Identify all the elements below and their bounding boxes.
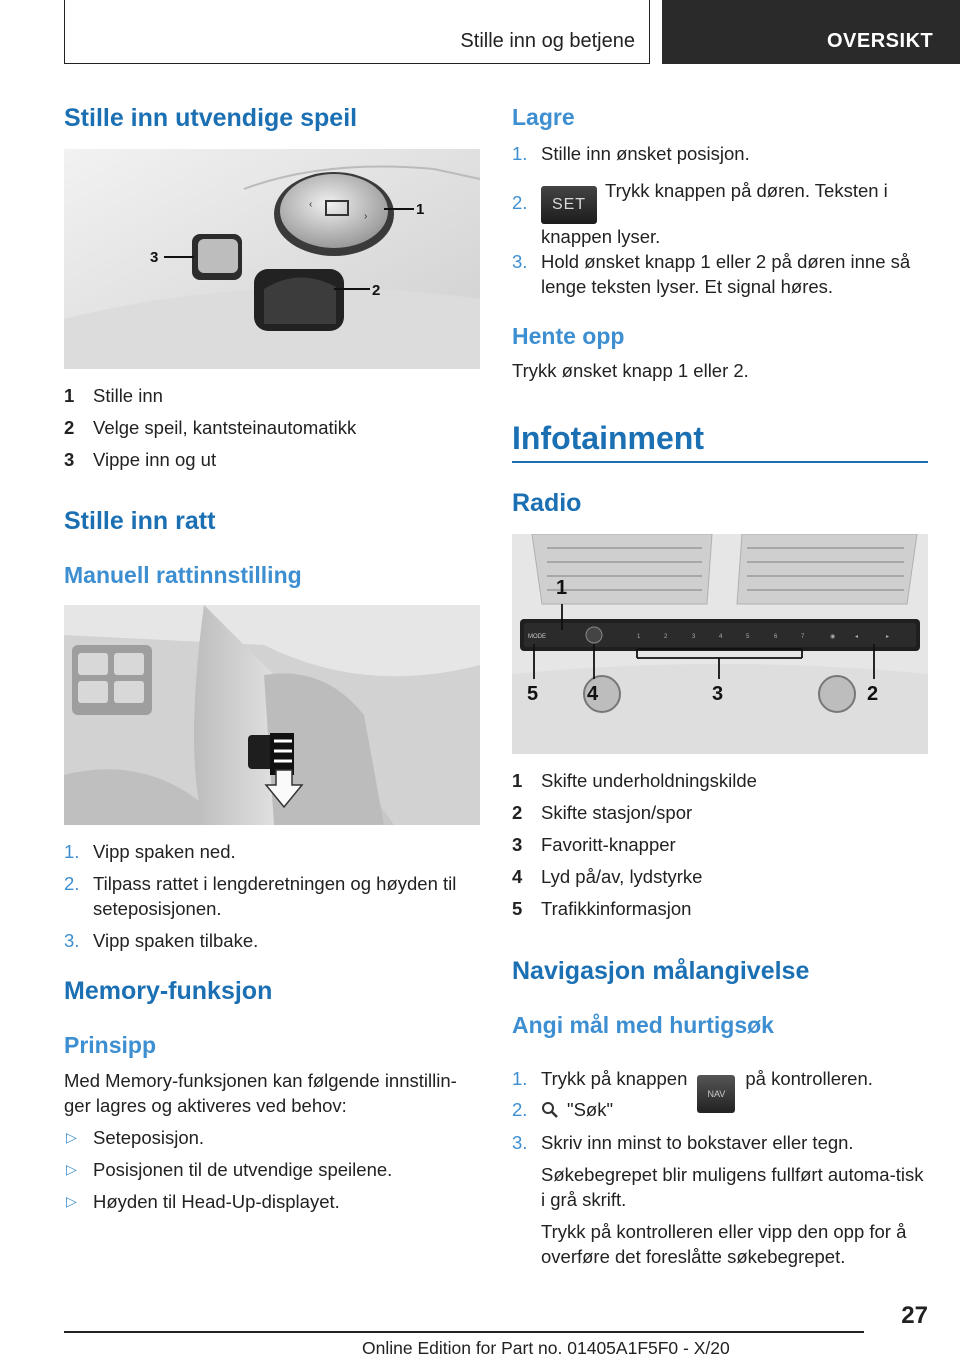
header-tab-label: OVERSIKT	[827, 30, 934, 52]
recall-text: Trykk ønsket knapp 1 eller 2.	[512, 360, 749, 381]
principle-title: Prinsipp	[64, 1032, 157, 1058]
svg-text:‹: ‹	[309, 199, 313, 210]
list-item: 3. Hold ønsket knapp 1 eller 2 på døren inne så lenge teksten lyser. Et signal høres.	[512, 251, 911, 297]
list-item: 1. Stille inn ønsket posisjon.	[512, 143, 750, 164]
header-section-title: Stille inn og betjene	[460, 30, 635, 52]
radio-fig-mode-label: MODE	[528, 634, 546, 640]
section-rule	[512, 461, 928, 463]
radio-fig-label-4: 4	[587, 683, 599, 705]
list-item: 1. Trykk på knappenNAVpå kontrolleren.	[512, 1062, 928, 1109]
radio-panel-figure	[512, 534, 928, 754]
mirror-controls-figure	[64, 149, 480, 369]
nav-title: Navigasjon målangivelse	[512, 957, 810, 985]
mirror-fig-label-1: 1	[416, 201, 425, 218]
list-item: 2. "Søk"	[512, 1099, 614, 1120]
quick-search-title: Angi mål med hurtigsøk	[512, 1012, 774, 1038]
svg-text:3: 3	[692, 634, 696, 640]
footer-rule	[64, 1331, 864, 1333]
svg-text:◉: ◉	[830, 634, 836, 640]
principle-text: Med Memory-funksjonen kan følgende innstillin-ger lagres og aktiveres ved behov:	[64, 1070, 457, 1116]
wheel-title: Stille inn ratt	[64, 507, 216, 535]
list-item: 4 Lyd på/av, lydstyrke	[512, 866, 703, 887]
quick-paragraph-2: Trykk på kontrolleren eller vipp den opp for å overføre det foreslåtte søkebegrepet.	[541, 1221, 907, 1267]
list-item: ▷ Høyden til Head-Up-displayet.	[66, 1191, 340, 1212]
triangle-bullet-icon: ▷	[66, 1161, 77, 1177]
triangle-bullet-icon: ▷	[66, 1193, 77, 1209]
quick-paragraph-1: Søkebegrepet blir muligens fullført automa-tisk i grå skrift.	[541, 1164, 924, 1210]
svg-text:1: 1	[637, 634, 641, 640]
recall-title: Hente opp	[512, 323, 625, 349]
svg-text:▸: ▸	[886, 634, 890, 640]
list-item: 5 Trafikkinformasjon	[512, 898, 692, 919]
list-item: 2. SETTrykk knappen på døren. Teksten i knappen lyser.	[512, 180, 888, 247]
wheel-subtitle: Manuell rattinnstilling	[64, 562, 302, 588]
steering-lever-figure	[64, 605, 480, 825]
memory-title: Memory-funksjon	[64, 977, 273, 1005]
list-item: 2 Skifte stasjon/spor	[512, 802, 693, 823]
radio-fig-label-5: 5	[527, 683, 539, 705]
list-item: 1 Skifte underholdningskilde	[512, 770, 757, 791]
svg-text:4: 4	[719, 634, 723, 640]
set-button-icon: SET	[541, 186, 597, 224]
list-item: 2. Tilpass rattet i lengderetningen og høyden til seteposisjonen.	[64, 873, 457, 919]
infotainment-title: Infotainment	[512, 420, 704, 456]
svg-text:6: 6	[774, 634, 778, 640]
list-item: 1. Vipp spaken ned.	[64, 841, 236, 862]
mirror-fig-label-3: 3	[150, 249, 159, 266]
radio-fig-label-3: 3	[712, 683, 724, 705]
list-item: ▷ Posisjonen til de utvendige speilene.	[66, 1159, 393, 1180]
radio-fig-label-2: 2	[867, 683, 879, 705]
triangle-bullet-icon: ▷	[66, 1129, 77, 1145]
list-item: 2 Velge speil, kantsteinautomatikk	[64, 417, 357, 438]
list-item: 3 Vippe inn og ut	[64, 449, 217, 470]
list-item: 3. Skriv inn minst to bokstaver eller tegn.	[512, 1132, 854, 1153]
header-tab-overview[interactable]	[662, 0, 960, 64]
list-item: 1 Stille inn	[64, 385, 163, 406]
nav-button-icon: NAV	[697, 1075, 735, 1113]
svg-text:5: 5	[746, 634, 750, 640]
radio-fig-label-1: 1	[556, 577, 568, 599]
svg-text:›: ›	[364, 211, 368, 222]
radio-title: Radio	[512, 489, 582, 517]
footer-edition: Online Edition for Part no. 01405A1F5F0 - X/20	[362, 1338, 730, 1358]
header-frame	[64, 0, 650, 64]
list-item: ▷ Seteposisjon.	[66, 1127, 205, 1148]
page-number: 27	[901, 1302, 928, 1329]
svg-text:◂: ◂	[855, 634, 859, 640]
svg-text:7: 7	[801, 634, 805, 640]
store-title: Lagre	[512, 104, 575, 130]
mirror-title: Stille inn utvendige speil	[64, 104, 358, 132]
list-item: 3. Vipp spaken tilbake.	[64, 930, 259, 951]
list-item: 3 Favoritt-knapper	[512, 834, 676, 855]
mirror-fig-label-2: 2	[372, 282, 381, 299]
magnifier-icon	[541, 1101, 559, 1119]
svg-text:2: 2	[664, 634, 668, 640]
